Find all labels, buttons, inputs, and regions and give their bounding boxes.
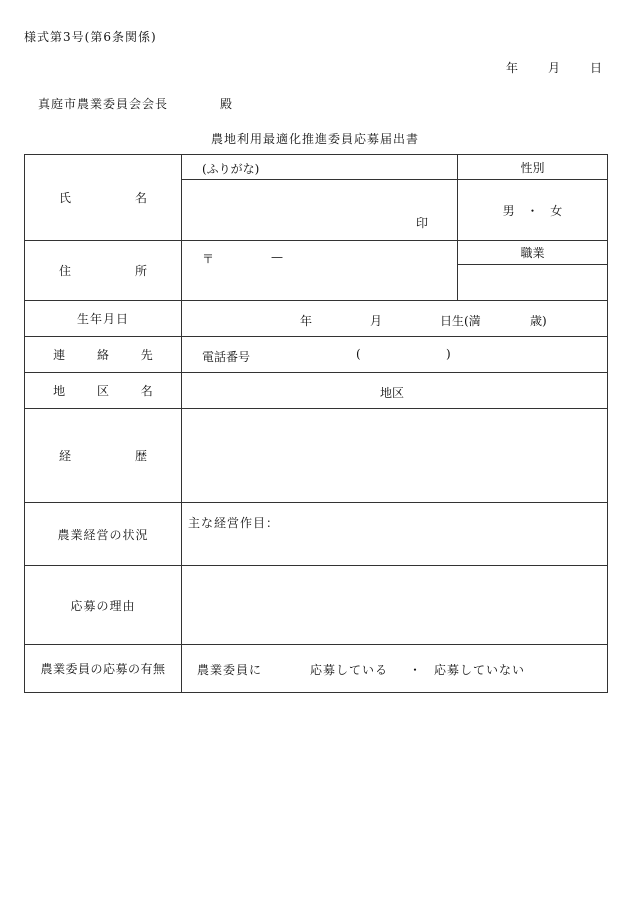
committee-separator: ・	[409, 663, 422, 677]
address-input-area[interactable]	[182, 241, 457, 300]
name-label: 氏 名	[58, 191, 173, 205]
career-label: 経 歴	[58, 449, 173, 463]
date-year: 年	[505, 61, 518, 75]
birth-day: 日生(満	[440, 314, 481, 328]
district-label: 地 区 名	[53, 384, 167, 398]
postal-dash: —	[271, 250, 283, 264]
gender-value[interactable]: 男 ・ 女	[502, 203, 563, 218]
career-label-cell	[25, 409, 181, 502]
date-month: 月	[547, 61, 560, 75]
birth-month: 月	[370, 314, 383, 328]
addressee-name: 真庭市農業委員会会長	[38, 97, 169, 111]
gender-options[interactable]	[458, 180, 607, 240]
date-day: 日	[589, 61, 602, 75]
phone-label: 電話番号	[202, 350, 251, 364]
committee-label-cell	[25, 645, 181, 692]
reason-input-area[interactable]	[182, 566, 607, 644]
birth-label-cell	[25, 301, 181, 336]
occupation-label: 職業	[520, 246, 545, 260]
seal-mark: 印	[416, 216, 429, 230]
birth-label: 生年月日	[76, 312, 129, 326]
phone-close-paren: )	[446, 347, 451, 361]
furigana-label: (ふりがな)	[202, 162, 260, 176]
address-label: 住 所	[58, 264, 173, 278]
form-number: 様式第3号(第6条関係)	[24, 30, 157, 44]
gender-label: 性別	[520, 160, 545, 175]
addressee-honorific: 殿	[220, 97, 234, 111]
date-line	[476, 59, 602, 76]
committee-prefix: 農業委員に	[197, 663, 263, 677]
farming-label-cell	[25, 503, 181, 565]
district-label-cell	[25, 373, 181, 408]
document-title: 農地利用最適化推進委員応募届出書	[210, 132, 419, 146]
committee-option-no[interactable]: 応募していない	[434, 663, 526, 677]
occupation-input-area[interactable]	[458, 265, 607, 300]
name-input-area[interactable]	[182, 180, 457, 240]
farming-crops-label: 主な経営作目：	[188, 516, 280, 530]
postal-mark: 〒	[202, 252, 215, 266]
district-value: 地区	[380, 386, 405, 400]
birth-year: 年	[300, 314, 313, 328]
gender-label-cell	[458, 155, 607, 179]
reason-label-cell	[25, 566, 181, 644]
committee-label: 農業委員の応募の有無	[40, 662, 166, 676]
name-label-cell	[25, 155, 181, 240]
contact-label-cell	[25, 337, 181, 372]
farming-label: 農業経営の状況	[57, 527, 149, 542]
reason-label: 応募の理由	[70, 598, 136, 613]
address-label-cell	[25, 241, 181, 300]
addressee	[38, 95, 233, 112]
birth-age: 歳)	[530, 314, 547, 328]
career-input-area[interactable]	[182, 409, 607, 502]
contact-label: 連 絡 先	[53, 348, 167, 362]
occupation-label-cell	[458, 241, 607, 264]
phone-open-paren: (	[356, 347, 361, 361]
committee-option-yes[interactable]: 応募している	[310, 663, 389, 677]
